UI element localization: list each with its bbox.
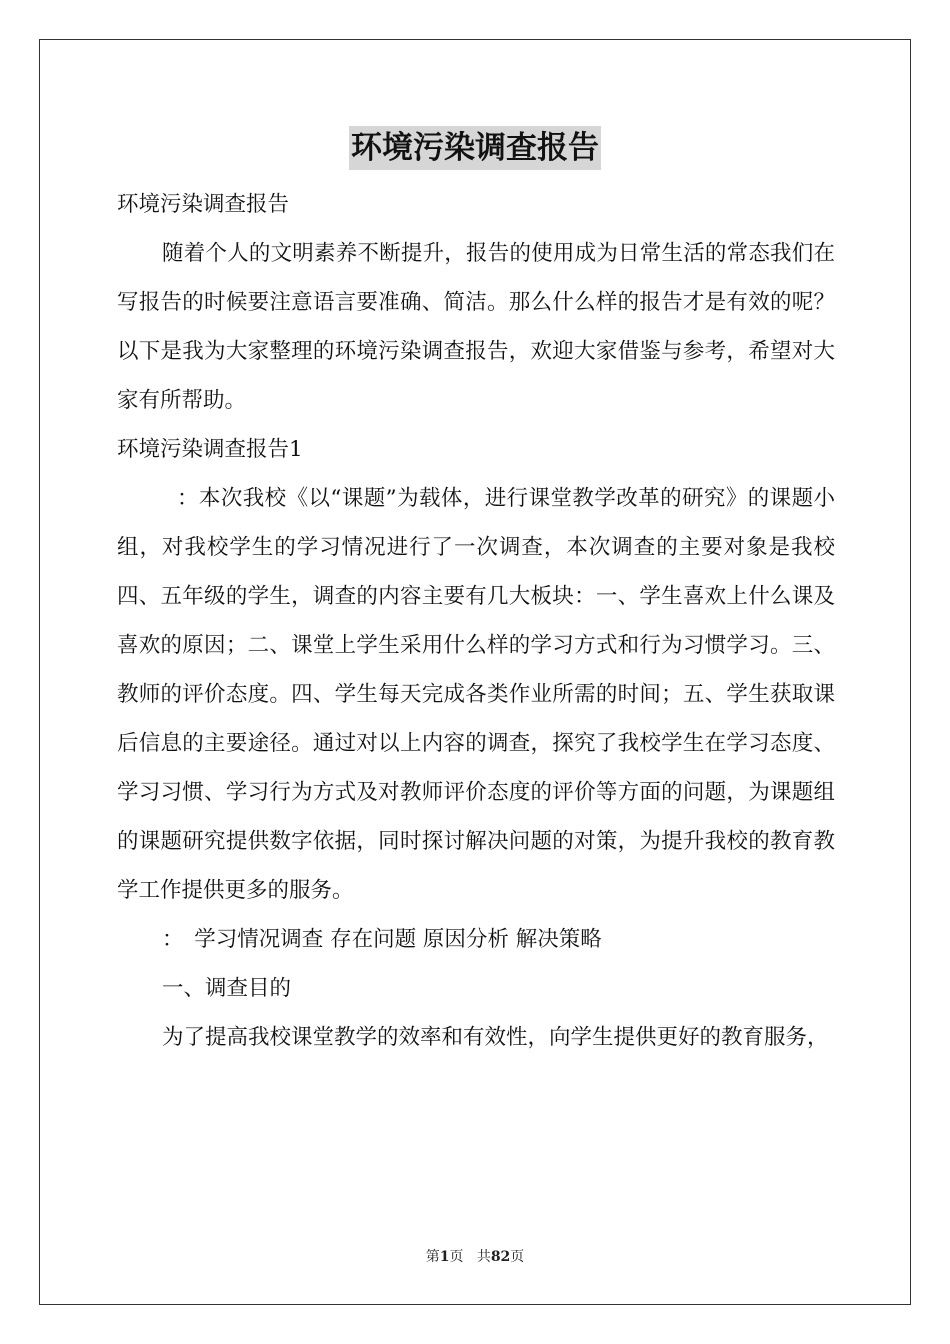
page-number: 1 <box>439 1249 450 1265</box>
page-label-suffix: 页 <box>449 1249 464 1265</box>
document-title: 环境污染调查报告 <box>349 126 601 170</box>
document-body <box>117 180 835 1062</box>
purpose-paragraph: 为了提高我校课堂教学的效率和有效性，向学生提供更好的教育服务， <box>162 1025 829 1050</box>
page-footer <box>0 1246 950 1266</box>
intro-paragraph: 随着个人的文明素养不断提升，报告的使用成为日常生活的常态我们在写报告的时候要注意语言要准确、简洁。那么什么样的报告才是有效的呢？以下是我为大家整理的环境污染调查报告，欢迎大家借鉴与参考，希望对大家有所帮助。 <box>117 241 835 413</box>
section-heading: 环境污染调查报告1 <box>117 437 303 462</box>
page-label-prefix: 第 <box>425 1249 440 1265</box>
subtitle-paragraph: 环境污染调查报告 <box>117 192 290 217</box>
section-subheading: 一、调查目的 <box>162 976 292 1001</box>
abstract-paragraph: ：本次我校《以“课题”为载体，进行课堂教学改革的研究》的课题小组，对我校学生的学习情况进行了一次调查，本次调查的主要对象是我校四、五年级的学生，调查的内容主要有几大板块：一、学生喜欢上什么课及喜欢的原因；二、课堂上学生采用什么样的学习方式和行为习惯学习。三、教师的评价态度。四、学生每天完成各类作业所需的时间；五、学生获取课后信息的主要途径。通过对以上内容的调查，探究了我校学生在学习态度、学习习惯、学习行为方式及对教师评价态度的评价等方面的问题，为课题组的课题研究提供数字依据，同时探讨解决问题的对策，为提升我校的教育教学工作提供更多的服务。 <box>117 486 835 903</box>
keywords-paragraph: ： 学习情况调查 存在问题 原因分析 解决策略 <box>162 927 602 952</box>
total-pages: 82 <box>490 1249 511 1265</box>
title-container <box>0 126 950 170</box>
total-prefix: 共 <box>476 1249 491 1265</box>
total-suffix: 页 <box>510 1249 525 1265</box>
